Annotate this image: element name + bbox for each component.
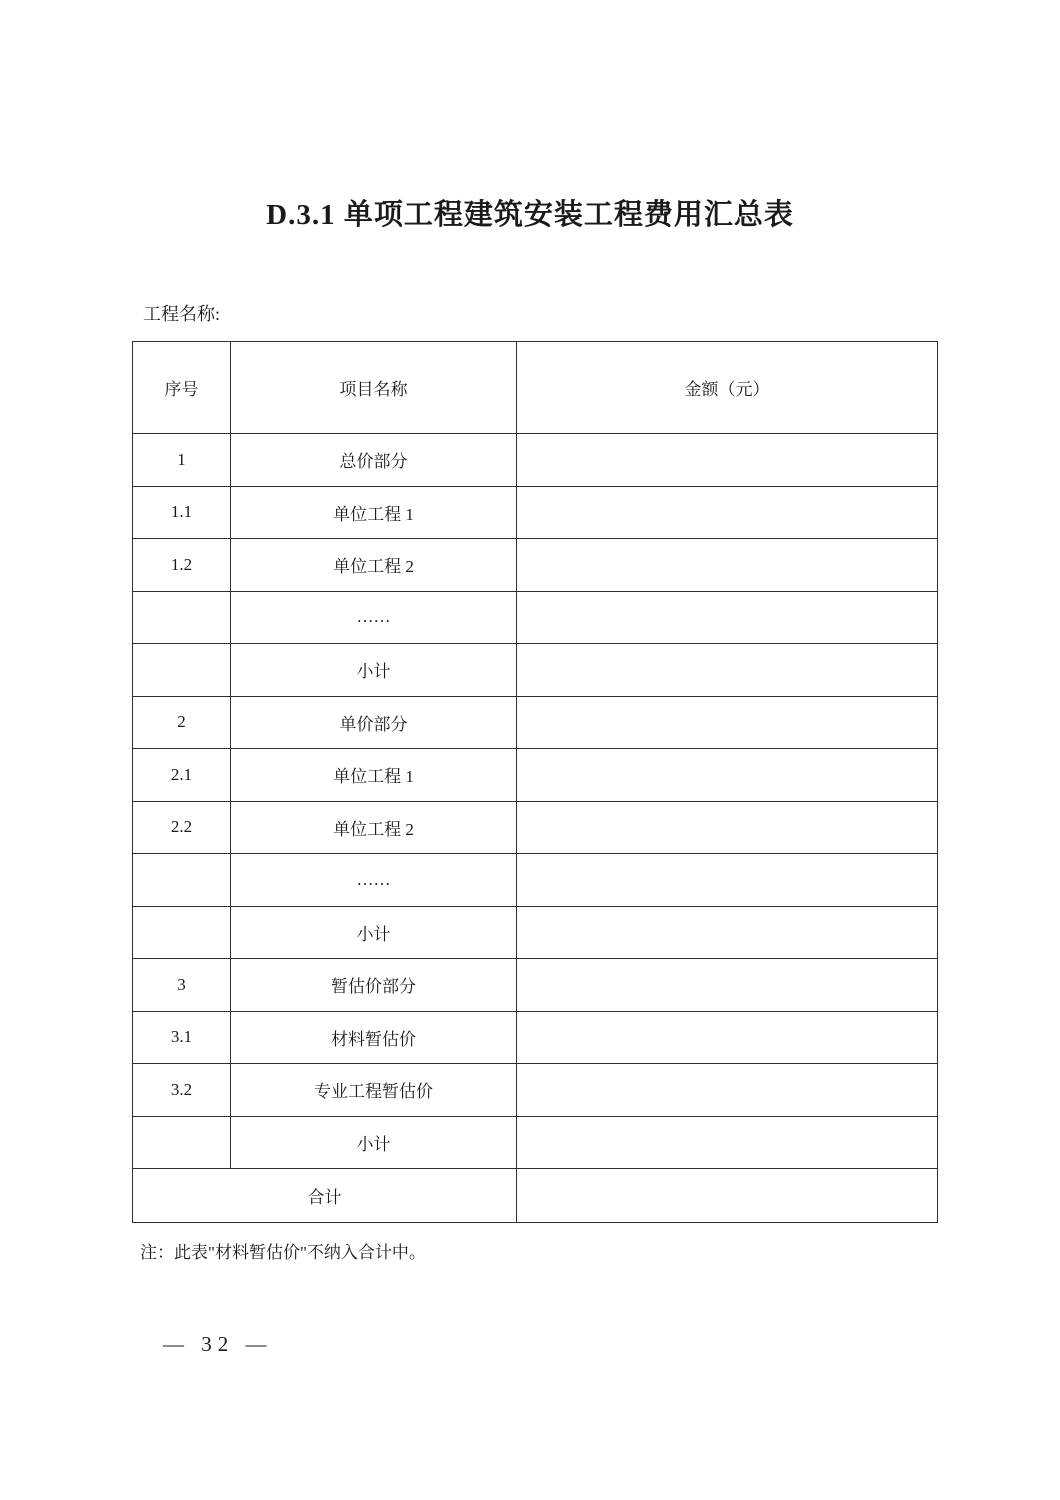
row-amount-cell — [517, 749, 938, 802]
row-name-cell: …… — [231, 854, 517, 907]
table-row — [133, 434, 938, 487]
table-body — [133, 434, 938, 1169]
row-amount-cell — [517, 486, 938, 539]
row-no-cell: 1.1 — [133, 486, 231, 539]
table-row — [133, 644, 938, 697]
project-name-label: 工程名称: — [143, 304, 221, 324]
row-amount-cell — [517, 539, 938, 592]
row-no-cell: 3 — [133, 959, 231, 1012]
row-no-cell — [133, 1116, 231, 1169]
page-title: D.3.1 单项工程建筑安装工程费用汇总表 — [266, 199, 794, 231]
col-header-no: 序号 — [133, 342, 231, 434]
total-row — [133, 1169, 938, 1223]
table-row — [133, 696, 938, 749]
table-row — [133, 1011, 938, 1064]
table-header-row — [133, 342, 938, 434]
row-no-cell: 1.2 — [133, 539, 231, 592]
row-amount-cell — [517, 801, 938, 854]
row-name-cell: 小计 — [231, 906, 517, 959]
row-amount-cell — [517, 854, 938, 907]
table-row — [133, 1064, 938, 1117]
row-name-cell: 单位工程 2 — [231, 539, 517, 592]
table-row — [133, 854, 938, 907]
row-name-cell: 单位工程 2 — [231, 801, 517, 854]
table-row — [133, 486, 938, 539]
row-name-cell: 材料暂估价 — [231, 1011, 517, 1064]
row-no-cell — [133, 854, 231, 907]
row-no-cell: 2 — [133, 696, 231, 749]
table-note: 注：此表"材料暂估价"不纳入合计中。 — [140, 1243, 426, 1262]
row-amount-cell — [517, 591, 938, 644]
total-label-cell: 合计 — [133, 1169, 517, 1223]
row-no-cell: 1 — [133, 434, 231, 487]
row-no-cell: 3.2 — [133, 1064, 231, 1117]
page-number: — 32 — — [163, 1332, 273, 1356]
table-row — [133, 749, 938, 802]
row-amount-cell — [517, 1011, 938, 1064]
row-no-cell — [133, 906, 231, 959]
row-amount-cell — [517, 959, 938, 1012]
row-name-cell: 总价部分 — [231, 434, 517, 487]
col-header-item-name: 项目名称 — [231, 342, 517, 434]
row-name-cell: 单位工程 1 — [231, 486, 517, 539]
row-amount-cell — [517, 434, 938, 487]
table-row — [133, 1116, 938, 1169]
row-name-cell: …… — [231, 591, 517, 644]
row-no-cell — [133, 644, 231, 697]
table-row — [133, 591, 938, 644]
total-amount-cell — [517, 1169, 938, 1223]
row-amount-cell — [517, 906, 938, 959]
row-no-cell — [133, 591, 231, 644]
cost-summary-table — [132, 341, 938, 1223]
row-no-cell: 2.2 — [133, 801, 231, 854]
table-row — [133, 801, 938, 854]
row-amount-cell — [517, 696, 938, 749]
row-name-cell: 单价部分 — [231, 696, 517, 749]
row-name-cell: 暂估价部分 — [231, 959, 517, 1012]
col-header-amount: 金额（元） — [517, 342, 938, 434]
row-no-cell: 3.1 — [133, 1011, 231, 1064]
table-row — [133, 539, 938, 592]
row-name-cell: 小计 — [231, 644, 517, 697]
row-amount-cell — [517, 1116, 938, 1169]
row-name-cell: 专业工程暂估价 — [231, 1064, 517, 1117]
row-name-cell: 小计 — [231, 1116, 517, 1169]
row-no-cell: 2.1 — [133, 749, 231, 802]
row-amount-cell — [517, 1064, 938, 1117]
row-name-cell: 单位工程 1 — [231, 749, 517, 802]
table-row — [133, 906, 938, 959]
row-amount-cell — [517, 644, 938, 697]
table-row — [133, 959, 938, 1012]
